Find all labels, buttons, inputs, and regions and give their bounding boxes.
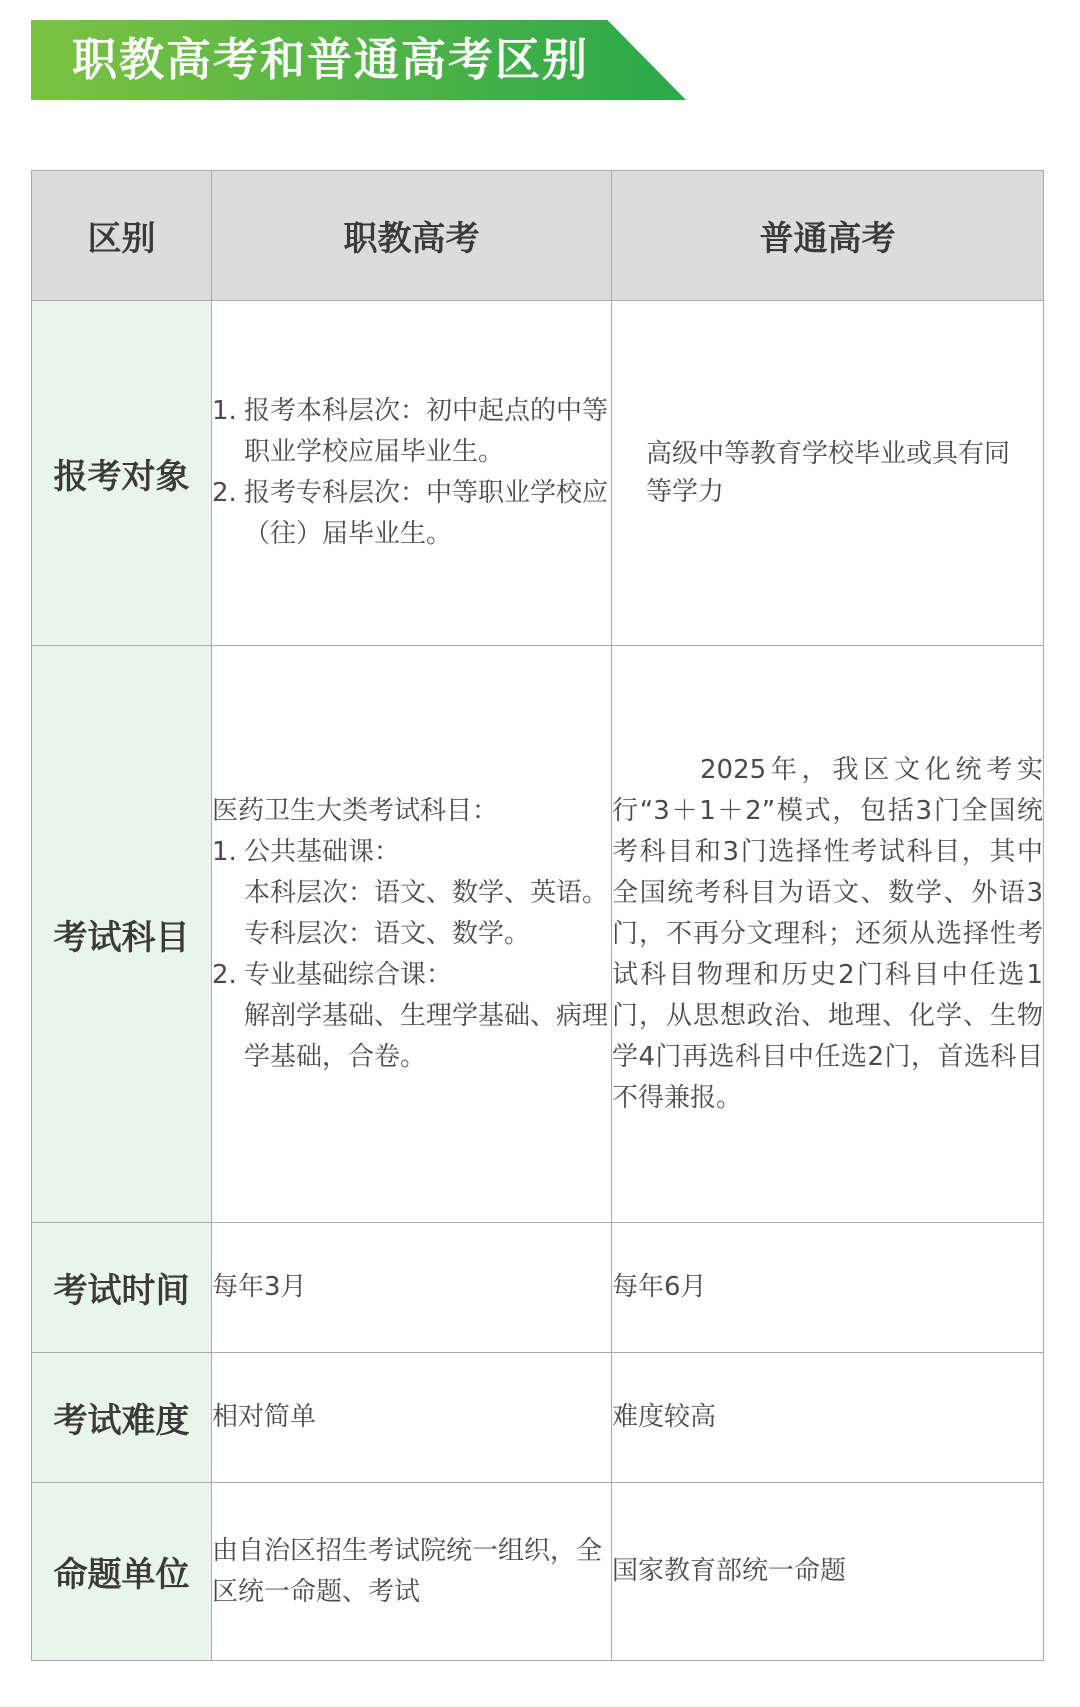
row-label-difficulty: 考试难度 (32, 1353, 212, 1483)
header-vocational-exam: 职教高考 (212, 171, 612, 301)
cell-subjects-general: 2025年，我区文化统考实行“3＋1＋2”模式，包括3门全国统考科目和3门选择性考试科目，其中全国统考科目为语文、数学、外语3门，不再分文理科；还须从选择性考试科目物理和历史2门科目中任选1门，从思想政治、地理、化学、生物学4门再选科目中任选2门，首选科目不得兼报。 (612, 646, 1044, 1223)
row-label-authority: 命题单位 (32, 1483, 212, 1661)
comparison-table (31, 170, 1044, 1661)
row-target (32, 301, 1044, 646)
cell-difficulty-vocational: 相对简单 (212, 1353, 612, 1483)
list-item: 2. 专业基础综合课： (212, 959, 453, 990)
row-label-target: 报考对象 (32, 301, 212, 646)
bachelor-subjects: 本科层次： 语文、数学、英语。 (244, 877, 609, 908)
cell-subjects-vocational (212, 646, 612, 1223)
row-subjects (32, 646, 1044, 1223)
list-item: 2. 报考专科层次：中等职业学校应（往）届毕业生。 (212, 478, 609, 549)
list-item: 1. 报考本科层次：初中起点的中等职业学校应届毕业生。 (212, 396, 609, 467)
cell-target-general: 高级中等教育学校毕业或具有同等学力 (612, 301, 1044, 646)
page-title: 职教高考和普通高考区别 (72, 33, 590, 86)
table-header-row (32, 171, 1044, 301)
professional-subjects: 解剖学基础、生理学基础、病理学基础，合卷。 (244, 1000, 609, 1072)
header-difference: 区别 (32, 171, 212, 301)
row-authority (32, 1483, 1044, 1661)
row-label-time: 考试时间 (32, 1223, 212, 1353)
subjects-intro: 医药卫生大类考试科目： (212, 795, 499, 826)
cell-authority-general: 国家教育部统一命题 (612, 1483, 1044, 1661)
row-difficulty (32, 1353, 1044, 1483)
cell-difficulty-general: 难度较高 (612, 1353, 1044, 1483)
cell-target-vocational (212, 301, 612, 646)
cell-authority-vocational: 由自治区招生考试院统一组织，全区统一命题、考试 (212, 1483, 612, 1661)
cell-time-vocational: 每年3月 (212, 1223, 612, 1353)
college-subjects: 专科层次： 语文、数学。 (244, 918, 531, 949)
list-item: 1. 公共基础课： (212, 836, 401, 867)
row-label-subjects: 考试科目 (32, 646, 212, 1223)
cell-time-general: 每年6月 (612, 1223, 1044, 1353)
row-time (32, 1223, 1044, 1353)
header-general-exam: 普通高考 (612, 171, 1044, 301)
